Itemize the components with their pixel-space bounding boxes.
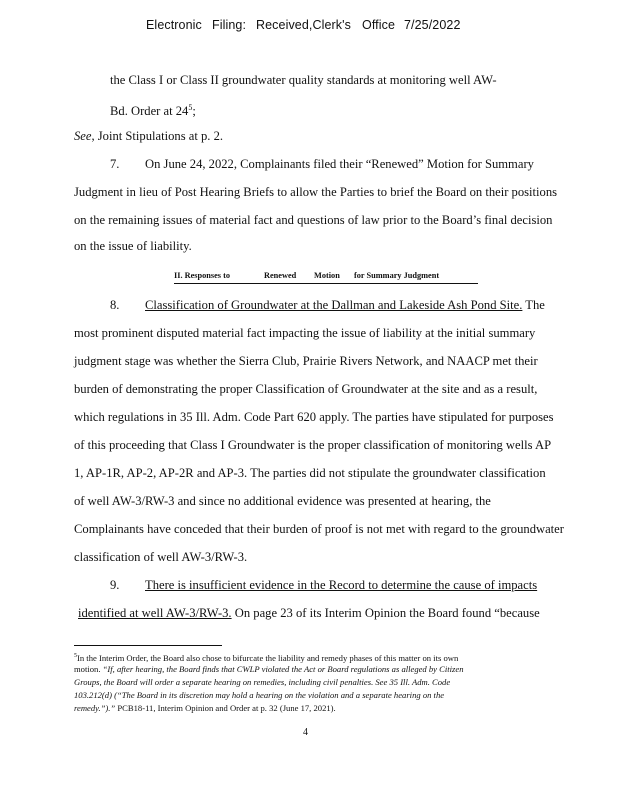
para-8-line-6: of this proceeding that Class I Groundwater is the proper classification of monitoring wells AP — [74, 438, 552, 452]
header-electronic: Electronic — [146, 18, 202, 32]
para-8-line-9: Complainants have conceded that their burden of proof is not met with regard to the groundwater — [74, 522, 564, 536]
para-8-line-10: classification of well AW-3/RW-3. — [74, 550, 248, 564]
para-8-line-7: 1, AP-1R, AP-2, AP-2R and AP-3. The parties did not stipulate the groundwater classification — [74, 466, 546, 480]
section-rest: for Summary Judgment — [354, 271, 440, 280]
continued-line-2 — [110, 100, 196, 119]
para-8-line-4: burden of demonstrating the proper Classification of Groundwater at the site and as a result, — [74, 382, 538, 396]
header-received: Received,Clerk's — [256, 18, 351, 32]
section-motion: Motion — [314, 271, 340, 280]
header-filing: Filing: — [212, 18, 247, 32]
footnote-marker: 5 — [74, 653, 77, 659]
para-7-line-3: on the remaining issues of material fact and questions of law prior to the Board’s final decision — [74, 213, 553, 227]
section-roman: II. Responses to — [174, 271, 231, 280]
para-9-heading-line-1: There is insufficient evidence in the Record to determine the cause of impacts — [145, 578, 538, 592]
footnote-line-1-text: In the Interim Order, the Board also chose to bifurcate the liability and remedy phases of this matter on its own — [77, 652, 459, 663]
footnote-line-5-quote: remedy.”).” — [74, 703, 116, 713]
para-7-line-1: On June 24, 2022, Complainants filed their “Renewed” Motion for Summary — [145, 157, 534, 171]
para-8-line-1-rest: The — [522, 298, 545, 312]
see-signal: See — [74, 129, 92, 143]
header-office: Office — [362, 18, 396, 32]
footnote-line-5 — [74, 702, 336, 714]
section-heading — [174, 271, 478, 284]
para-8-line-2: most prominent disputed material fact impacting the issue of liability at the initial summary — [74, 326, 536, 340]
para-7-line-4: on the issue of liability. — [74, 239, 192, 253]
para-8-line-3: judgment stage was whether the Sierra Club, Prairie Rivers Network, and NAACP met their — [74, 354, 538, 368]
continued-line-1: the Class I or Class II groundwater quality standards at monitoring well AW- — [110, 73, 497, 87]
page-number: 4 — [303, 727, 308, 738]
header-date: 7/25/2022 — [404, 18, 461, 32]
para-8-heading: Classification of Groundwater at the Dallman and Lakeside Ash Pond Site. — [145, 298, 523, 312]
footnote-line-3: Groups, the Board will order a separate hearing on remedies, including civil penalties. See 35 Ill. Adm. Code — [74, 677, 451, 687]
see-stipulations-text: , Joint Stipulations at p. 2. — [91, 129, 224, 143]
footnote-ref-5: 5 — [188, 103, 193, 112]
footnote-line-5-cite: PCB18-11, Interim Opinion and Order at p. 32 (June 17, 2021). — [115, 703, 336, 713]
para-8-line-5: which regulations in 35 Ill. Adm. Code Part 620 apply. The parties have stipulated for purposes — [74, 410, 554, 424]
para-9-line-2-rest: On page 23 of its Interim Opinion the Board found “because — [231, 606, 540, 620]
footnote-line-2 — [74, 663, 464, 675]
see-stipulations-line — [74, 128, 223, 144]
para-8-line-8: of well AW-3/RW-3 and since no additional evidence was presented at hearing, the — [74, 494, 491, 508]
continued-line-2-end: ; — [192, 104, 196, 119]
footnote-line-1 — [74, 650, 458, 664]
footnote-line-2-quote: “If, after hearing, the Board finds that CWLP violated the Act or Board regulations as alleged by Citizen — [102, 664, 464, 674]
footnote-line-2-plain: motion. — [74, 664, 103, 674]
continued-line-2-text: Bd. Order at 24 — [110, 104, 189, 119]
para-8-line-1 — [145, 297, 545, 313]
footnote-line-4: 103.212(d) (“The Board in its discretion may hold a hearing on the violation and a separate hearing on the — [74, 690, 445, 700]
para-7-number: 7. — [110, 157, 120, 171]
para-9-line-2 — [78, 605, 540, 621]
para-9-number: 9. — [110, 578, 120, 592]
footnote-separator — [74, 645, 222, 646]
para-7-line-2: Judgment in lieu of Post Hearing Briefs to allow the Parties to brief the Board on their positions — [74, 185, 558, 199]
para-9-heading-line-2: identified at well AW-3/RW-3. — [78, 606, 232, 620]
para-8-number: 8. — [110, 298, 120, 312]
section-renewed: Renewed — [264, 271, 297, 280]
